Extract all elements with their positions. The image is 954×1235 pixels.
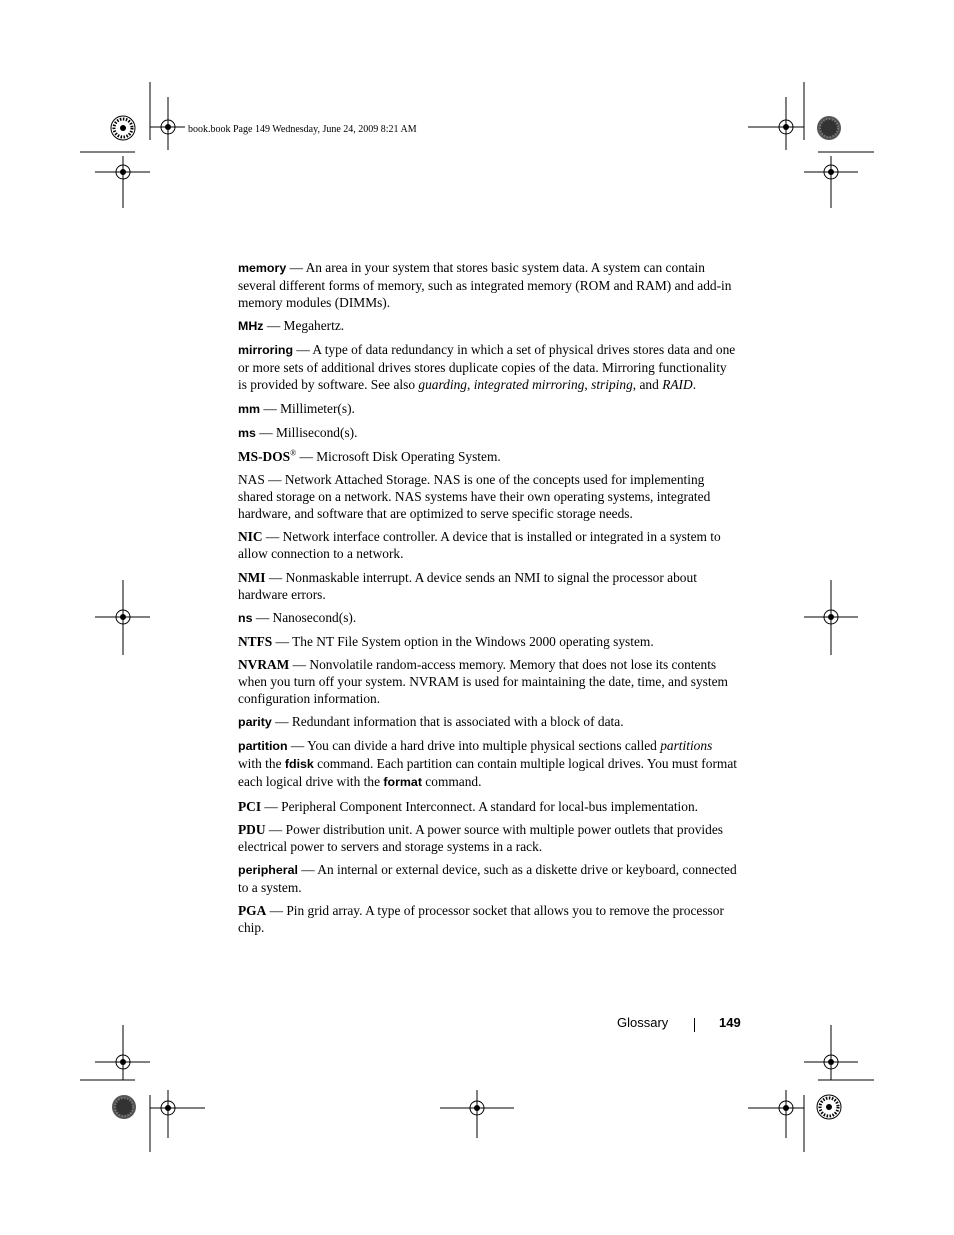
definition: — Network interface controller. A device that is installed or integrated in a system to allow connection to a network.: [238, 529, 721, 562]
definition: — Network Attached Storage. NAS is one of the concepts used for implementing shared storage on a network. NAS systems have their own operating systems, integrated hardware, and software that are optimized to serve specific storage needs.: [238, 472, 711, 522]
definition: — Millisecond(s).: [255, 424, 358, 440]
definition-fragment: command. Each partition can contain multiple logical drives. You must format each logical drive with the: [238, 756, 737, 790]
term: NAS: [238, 472, 265, 488]
term: ms: [238, 425, 256, 440]
term: PCI: [238, 798, 262, 814]
term: peripheral: [238, 863, 298, 877]
term: PGA: [238, 903, 267, 919]
glossary-entry-ns: [238, 609, 738, 627]
term: partition: [238, 739, 288, 754]
term: MHz: [238, 319, 264, 334]
definition: — The NT File System option in the Windows 2000 operating system.: [272, 633, 654, 649]
term: MS-DOS: [238, 448, 291, 464]
definition: — Pin grid array. A type of processor socket that allows you to remove the processor chip.: [238, 903, 724, 936]
glossary-entry-mm: [238, 400, 738, 418]
term: NIC: [238, 529, 263, 545]
term: mirroring: [238, 343, 294, 358]
definition: — Redundant information that is associated with a block of data.: [271, 714, 624, 730]
term: ns: [238, 610, 253, 625]
footer-separator: [694, 1018, 695, 1032]
cross-reference: striping: [591, 377, 633, 393]
term: NVRAM: [238, 657, 290, 673]
definition-fragment: .: [692, 377, 697, 393]
definition: — Power distribution unit. A power source with multiple power outlets that provides electrical power to servers and storage systems in a rack.: [238, 821, 723, 854]
command-name: fdisk: [284, 757, 314, 772]
page-number: 149: [719, 1015, 741, 1030]
footer-section-title: Glossary: [617, 1015, 669, 1030]
cross-reference: integrated mirroring: [473, 377, 585, 393]
italic-term: partitions: [660, 738, 713, 754]
term: parity: [238, 715, 272, 730]
glossary-entries: [238, 259, 738, 942]
definition: — An internal or external device, such as a diskette drive or keyboard, connected to a system.: [238, 862, 737, 895]
cross-reference: guarding: [418, 377, 467, 393]
definition-fragment: with the: [238, 756, 285, 772]
glossary-entry-peripheral: [238, 861, 738, 896]
term: memory: [238, 261, 287, 275]
glossary-entry-mhz: [238, 317, 738, 335]
definition: — Millimeter(s).: [260, 400, 355, 416]
definition: — You can divide a hard drive into multiple physical sections called: [287, 738, 661, 754]
glossary-entry-nic: [238, 528, 738, 562]
cross-reference: RAID: [662, 377, 693, 393]
definition-fragment: command.: [421, 774, 482, 790]
glossary-entry-pdu: [238, 821, 738, 855]
term: NMI: [238, 569, 266, 585]
glossary-entry-ms: [238, 424, 738, 442]
definition: — An area in your system that stores basic system data. A system can contain several different forms of memory, such as integrated memory (ROM and RAM) and add-in memory modules (DIMMs).: [238, 260, 732, 310]
definition: — Megahertz.: [263, 318, 345, 334]
glossary-entry-nas: [238, 471, 738, 522]
term: mm: [238, 401, 261, 416]
definition: — Peripheral Component Interconnect. A standard for local-bus implementation.: [261, 798, 699, 814]
glossary-entry-ms-dos: [238, 448, 738, 465]
command-name: format: [383, 775, 422, 790]
glossary-entry-memory: [238, 259, 738, 311]
term: PDU: [238, 821, 266, 837]
definition-fragment: ,: [466, 377, 474, 393]
definition: — Nonvolatile random-access memory. Memory that does not lose its contents when you turn off your system. NVRAM is used for maintaining the date, time, and system configuration information.: [238, 657, 728, 707]
glossary-entry-nvram: [238, 656, 738, 707]
glossary-entry-partition: [238, 737, 738, 791]
definition: — Nanosecond(s).: [252, 609, 357, 625]
glossary-entry-pga: [238, 902, 738, 936]
definition: — Microsoft Disk Operating System.: [296, 448, 501, 464]
definition: — Nonmaskable interrupt. A device sends an NMI to signal the processor about hardware errors.: [238, 569, 697, 602]
registered-mark: ®: [290, 448, 297, 458]
glossary-entry-ntfs: [238, 633, 738, 650]
glossary-entry-mirroring: [238, 341, 738, 393]
definition-fragment: , and: [632, 377, 663, 393]
definition-fragment: ,: [584, 377, 592, 393]
term: NTFS: [238, 633, 273, 649]
definition: — A type of data redundancy in which a set of physical drives stores data and one or more sets of additional drives stores duplicate copies of the data. Mirroring functionality is provided by software. See also: [238, 342, 736, 393]
glossary-entry-parity: [238, 713, 738, 731]
glossary-entry-nmi: [238, 569, 738, 603]
page-footer: [590, 1015, 750, 1035]
print-header-line: book.book Page 149 Wednesday, June 24, 2009 8:21 AM: [188, 124, 417, 135]
glossary-entry-pci: [238, 798, 738, 815]
